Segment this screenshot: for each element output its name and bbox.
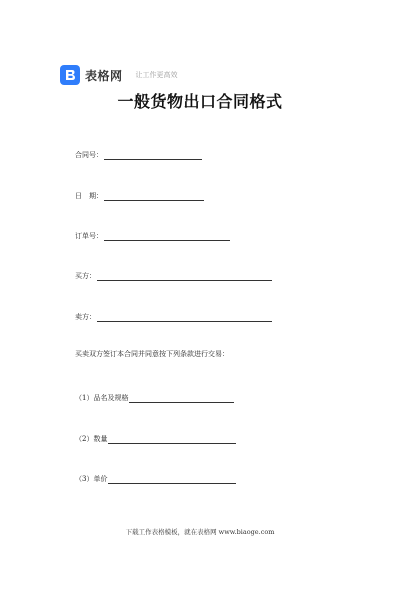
item-label: （1）品名及规格 (75, 394, 129, 402)
item-unit-price (75, 475, 236, 484)
blank-line (104, 232, 230, 241)
biaoge-logo-icon (60, 65, 80, 85)
field-label: 卖方： (75, 313, 96, 321)
brand-name: 表格网 (85, 68, 123, 83)
buyer-field (75, 272, 272, 281)
blank-line (108, 475, 236, 484)
brand-slogan: 让工作更高效 (135, 71, 178, 79)
field-label: 买方： (75, 272, 96, 280)
blank-line (97, 272, 272, 281)
blank-line (129, 394, 234, 403)
blank-line (104, 151, 202, 160)
page-footer: 下载工作表格模板，就在表格网 www.biaoge.com (125, 528, 275, 536)
item-name-spec (75, 394, 234, 403)
order-number-field (75, 232, 230, 241)
blank-line (104, 192, 204, 201)
document-title: 一般货物出口合同格式 (117, 92, 283, 111)
item-quantity (75, 435, 236, 444)
brand-header (60, 64, 178, 86)
seller-field (75, 313, 272, 322)
date-field (75, 192, 204, 201)
item-label: （3）单价 (75, 475, 108, 483)
item-label: （2）数量 (75, 435, 108, 443)
field-label: 订单号： (75, 232, 103, 240)
field-label: 日 期： (75, 192, 103, 200)
field-label: 合同号： (75, 151, 103, 159)
blank-line (108, 435, 236, 444)
blank-line (97, 313, 272, 322)
contract-number-field (75, 151, 202, 160)
terms-intro: 买卖双方签订本合同并同意按下列条款进行交易： (75, 350, 229, 358)
